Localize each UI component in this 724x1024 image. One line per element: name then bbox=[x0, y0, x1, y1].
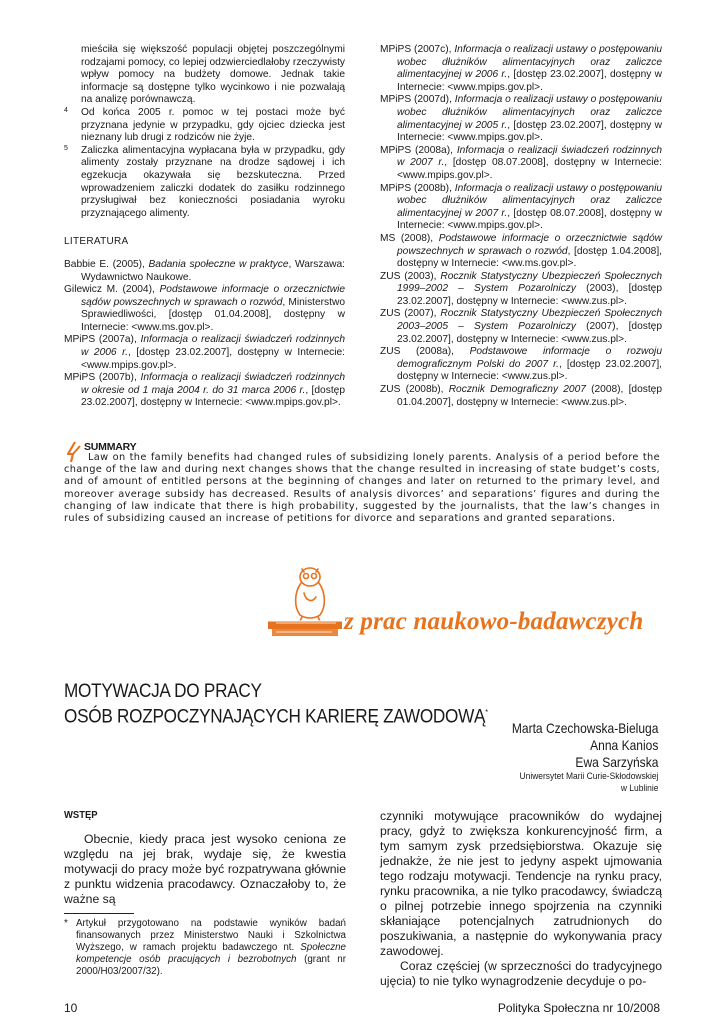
reference-author: MPiPS (2007b), bbox=[64, 372, 141, 384]
reference-details: , [dostęp 23.02.2007], dostępny w Internecie: <www.zus.pl>. bbox=[397, 358, 662, 383]
reference-entry bbox=[380, 271, 662, 309]
literatura-heading: LITERATURA bbox=[64, 236, 129, 248]
reference-title: Podstawowe informacje o orzecznictwie sądów powszechnych w sprawach o rozwód bbox=[81, 284, 346, 308]
reference-author: MPiPS (2008a), bbox=[380, 144, 457, 156]
reference-title: Rocznik Demograficzny 2007 bbox=[448, 384, 586, 396]
reference-author: MPiPS (2007d), bbox=[380, 94, 455, 106]
reference-title: Informacja o realizacji ustawy o postępowaniu wobec dłużników alimentacyjnych oraz zaliczce alimentacyjnej w 2006 r. bbox=[397, 44, 662, 81]
author-block bbox=[488, 720, 658, 795]
reference-author: MS (2008), bbox=[380, 232, 439, 244]
footnote-number: 5 bbox=[64, 144, 68, 152]
reference-details: , [dostęp 08.07.2008], dostępny w Internecie: <www.mpips.gov.pl>. bbox=[397, 207, 662, 232]
summary-title: SUMMARY bbox=[84, 441, 137, 453]
section-banner: z prac naukowo-badawczych bbox=[344, 608, 644, 635]
continuation-text: mieściła się większość populacji objętej poszczególnymi rodzajami pomocy, co lepiej odzwierciedlałoby rzeczywisty wpływ pomocy na budżety domowe. Jednak takie informacje są dostępne tylko wycinkowo i nie pozwalają na analizę porównawczą. bbox=[81, 44, 345, 106]
reference-details: , [dostęp 23.02.2007], dostępny w Internecie: <www.mpips.gov.pl>. bbox=[397, 119, 662, 144]
title-footnote-mark: * bbox=[485, 708, 488, 718]
reference-author: Babbie E. (2005), bbox=[64, 258, 149, 270]
reference-title: Informacja o realizacji ustawy o postępowaniu wobec dłużników alimentacyjnych oraz zaliczce alimentacyjnej w 2007 r. bbox=[397, 182, 663, 219]
page-number: 10 bbox=[64, 1001, 78, 1015]
reference-details: , [dostęp 08.07.2008], dostępny w Internecie: <www.mpips.gov.pl>. bbox=[397, 157, 662, 181]
reference-entry bbox=[64, 284, 345, 334]
left-column-top bbox=[64, 44, 345, 410]
reference-title: Informacja o realizacji świadczeń rodzinnych w 2007 r. bbox=[397, 144, 662, 169]
reference-title: Rocznik Statystyczny Ubezpieczeń Społecznych 2003–2005 – System Pozarolniczy bbox=[397, 308, 662, 333]
author-name: Ewa Sarzyńska bbox=[575, 754, 658, 770]
author-name: Marta Czechowska-Bieluga bbox=[511, 720, 658, 736]
reference-details: (2003), [dostęp 23.02.2007], dostępny w Internecie: <www.zus.pl>. bbox=[397, 283, 663, 307]
reference-entry bbox=[380, 233, 662, 271]
journal-name: Polityka Społeczna nr 10/2008 bbox=[497, 1001, 660, 1015]
reference-entry bbox=[64, 259, 345, 284]
reference-author: Gilewicz M. (2004), bbox=[64, 284, 160, 296]
reference-title: Podstawowe informacje o rozwoju demograficznym Polski do 2007 r. bbox=[397, 346, 662, 370]
reference-entry bbox=[64, 372, 345, 410]
project-title: Społeczne kompetencje osób pracujących i bezrobotnych bbox=[76, 942, 346, 966]
paragraph: Coraz częściej (w sprzeczności do tradycyjnego ujęcia) to nie tylko wynagrodzenie decyduje o po- bbox=[380, 959, 662, 988]
left-column-body bbox=[64, 809, 346, 979]
reference-details: , Ministerstwo Sprawiedliwości, [dostęp 01.04.2008], dostępny w Internecie: <www.ms.gov.pl>. bbox=[81, 296, 345, 333]
footnote-divider bbox=[64, 913, 134, 914]
title-line-1: MOTYWACJA DO PRACY bbox=[64, 680, 262, 703]
reference-details: , [dostęp 1.04.2008], dostępny w Internecie: <ww.ms.gov.pl>. bbox=[397, 245, 662, 270]
reference-list bbox=[64, 259, 345, 410]
right-column-body bbox=[380, 809, 662, 989]
section-heading: WSTĘP bbox=[64, 809, 98, 821]
affiliation: w Lublinie bbox=[620, 783, 658, 794]
footnote-4 bbox=[64, 107, 345, 145]
reference-title: Informacja o realizacji świadczeń rodzinnych w 2006 r. bbox=[81, 334, 345, 359]
reference-title: Rocznik Statystyczny Ubezpieczeń Społecznych 1999–2002 – System Pozarolniczy bbox=[397, 270, 662, 295]
affiliation: Uniwersytet Marii Curie-Skłodowskiej bbox=[519, 771, 658, 782]
reference-details: (2008), [dostęp 01.04.2007], dostępny w Internecie: <www.zus.pl>. bbox=[397, 384, 662, 408]
title-line-2: OSÓB ROZPOCZYNAJĄCYCH KARIERĘ ZAWODOWĄ bbox=[64, 705, 486, 728]
reference-details: , [dostęp 23.02.2007], dostępny w Internecie: <www.mpips.gov.pl>. bbox=[81, 347, 345, 371]
article-title bbox=[64, 680, 488, 728]
paragraph: Obecnie, kiedy praca jest wysoko ceniona ze względu na jej brak, wydaje się, że kwestia motywacji do pracy może być rozpatrywana głównie z punktu widzenia pracodawcy. Oznaczałoby to, że ważne są bbox=[64, 831, 346, 906]
paragraph: czynniki motywujące pracowników do wydajnej pracy, gdyż to zwiększa konkurencyjność firm, a tym samym zysk przedsiębiorstwa. Okazuje się jednakże, że nie jest to jedyny aspekt ujmowania tego rodzaju motywacji. Tendencje na rynku pracy, rynku pracownika, a nie tylko pracodawcy, świadczą o pilnej potrzebie innego spojrzenia na czynniki skłaniające potencjalnych zatrudnionych do poszukiwania, a następnie do wykonywania pracy zawodowej. bbox=[380, 809, 662, 958]
reference-details: , [dostęp 23.02.2007], dostępny w Internecie: <www.mpips.gov.pl>. bbox=[397, 69, 662, 93]
reference-title: Podstawowe informacje o orzecznictwie sądów powszechnych w sprawach o rozwód bbox=[397, 232, 662, 257]
reference-author: MPiPS (2007a), bbox=[64, 334, 141, 346]
summary-text: Law on the family benefits had changed rules of subsidizing lonely parents. Analysis of a period before the change of the law and during next changes shows that the change resulted in increasing of state budget’s costs, and of amount of entitled persons at the beginning of changes and later on returned to the primary level, and moreover average subsidy has decreased. Results of analysis divorces’ and separations’ figures and during the changing of law indicate that there is high probability, suggested by the journalists, that the law’s changes in rules of subsidizing caused an increase of petitions for divorce and separations and granted separations. bbox=[64, 452, 660, 525]
reference-entry bbox=[64, 334, 345, 372]
reference-entry bbox=[380, 308, 662, 346]
footnote-text: Od końca 2005 r. pomoc w tej postaci może być przyznana jedynie w przypadku, gdy ojciec dziecka jest nieznany lub drugi z rodziców nie żyje. bbox=[81, 106, 345, 144]
footnote-text: Zaliczka alimentacyjna wypłacana była w przypadku, gdy alimenty zostały przyznane na drodze sądowej i ich egzekucja okazywała się bezskuteczna. Przed wprowadzeniem zaliczki dodatek do zasiłku rodzinnego przysługiwał bez konieczności posiadania wyroku przyznającego alimenty. bbox=[81, 144, 345, 219]
reference-author: MPiPS (2008b), bbox=[380, 182, 455, 194]
reference-details: (2007), [dostęp 23.02.2007], dostępny w Internecie: <www.zus.pl>. bbox=[397, 321, 663, 345]
owl-on-books-icon bbox=[266, 563, 344, 639]
reference-title: Informacja o realizacji świadczeń rodzinnych w okresie od 1 maja 2004 r. do 31 marca 2006 r. bbox=[81, 372, 345, 396]
reference-details: , Warszawa: Wydawnictwo Naukowe. bbox=[81, 258, 345, 283]
reference-entry bbox=[380, 44, 662, 94]
reference-title: Badania społeczne w praktyce bbox=[148, 258, 289, 270]
reference-author: ZUS (2008b), bbox=[380, 384, 449, 396]
reference-list bbox=[380, 44, 662, 409]
reference-title: Informacja o realizacji ustawy o postępowaniu wobec dłużników alimentacyjnych oraz zaliczce alimentacyjnej w 2005 r. bbox=[397, 94, 663, 131]
footnote-5 bbox=[64, 145, 345, 221]
reference-entry bbox=[380, 145, 662, 183]
footnote-text: (grant nr 2000/H03/2007/32). bbox=[76, 954, 346, 978]
reference-author: MPiPS (2007c), bbox=[380, 44, 455, 55]
article-footnote bbox=[64, 918, 346, 979]
reference-author: ZUS (2008a), bbox=[380, 346, 470, 358]
reference-author: ZUS (2003), bbox=[380, 270, 441, 282]
reference-entry bbox=[380, 384, 662, 409]
right-column-top bbox=[380, 44, 662, 409]
reference-author: ZUS (2007), bbox=[380, 308, 441, 320]
footnote-mark: * bbox=[64, 917, 68, 929]
author-name: Anna Kanios bbox=[589, 737, 658, 753]
reference-entry bbox=[380, 346, 662, 384]
footnote-text: Artykuł przygotowano na podstawie wyników badań finansowanych przez Ministerstwo Nauki i Szkolnictwa Wyższego, w ramach projektu badawczego nt. bbox=[76, 917, 346, 953]
footnote-number: 4 bbox=[64, 106, 68, 114]
reference-details: , [dostęp 23.02.2007], dostępny w Internecie: <www.mpips.gov.pl>. bbox=[81, 384, 345, 409]
reference-entry bbox=[380, 94, 662, 144]
reference-entry bbox=[380, 183, 662, 233]
